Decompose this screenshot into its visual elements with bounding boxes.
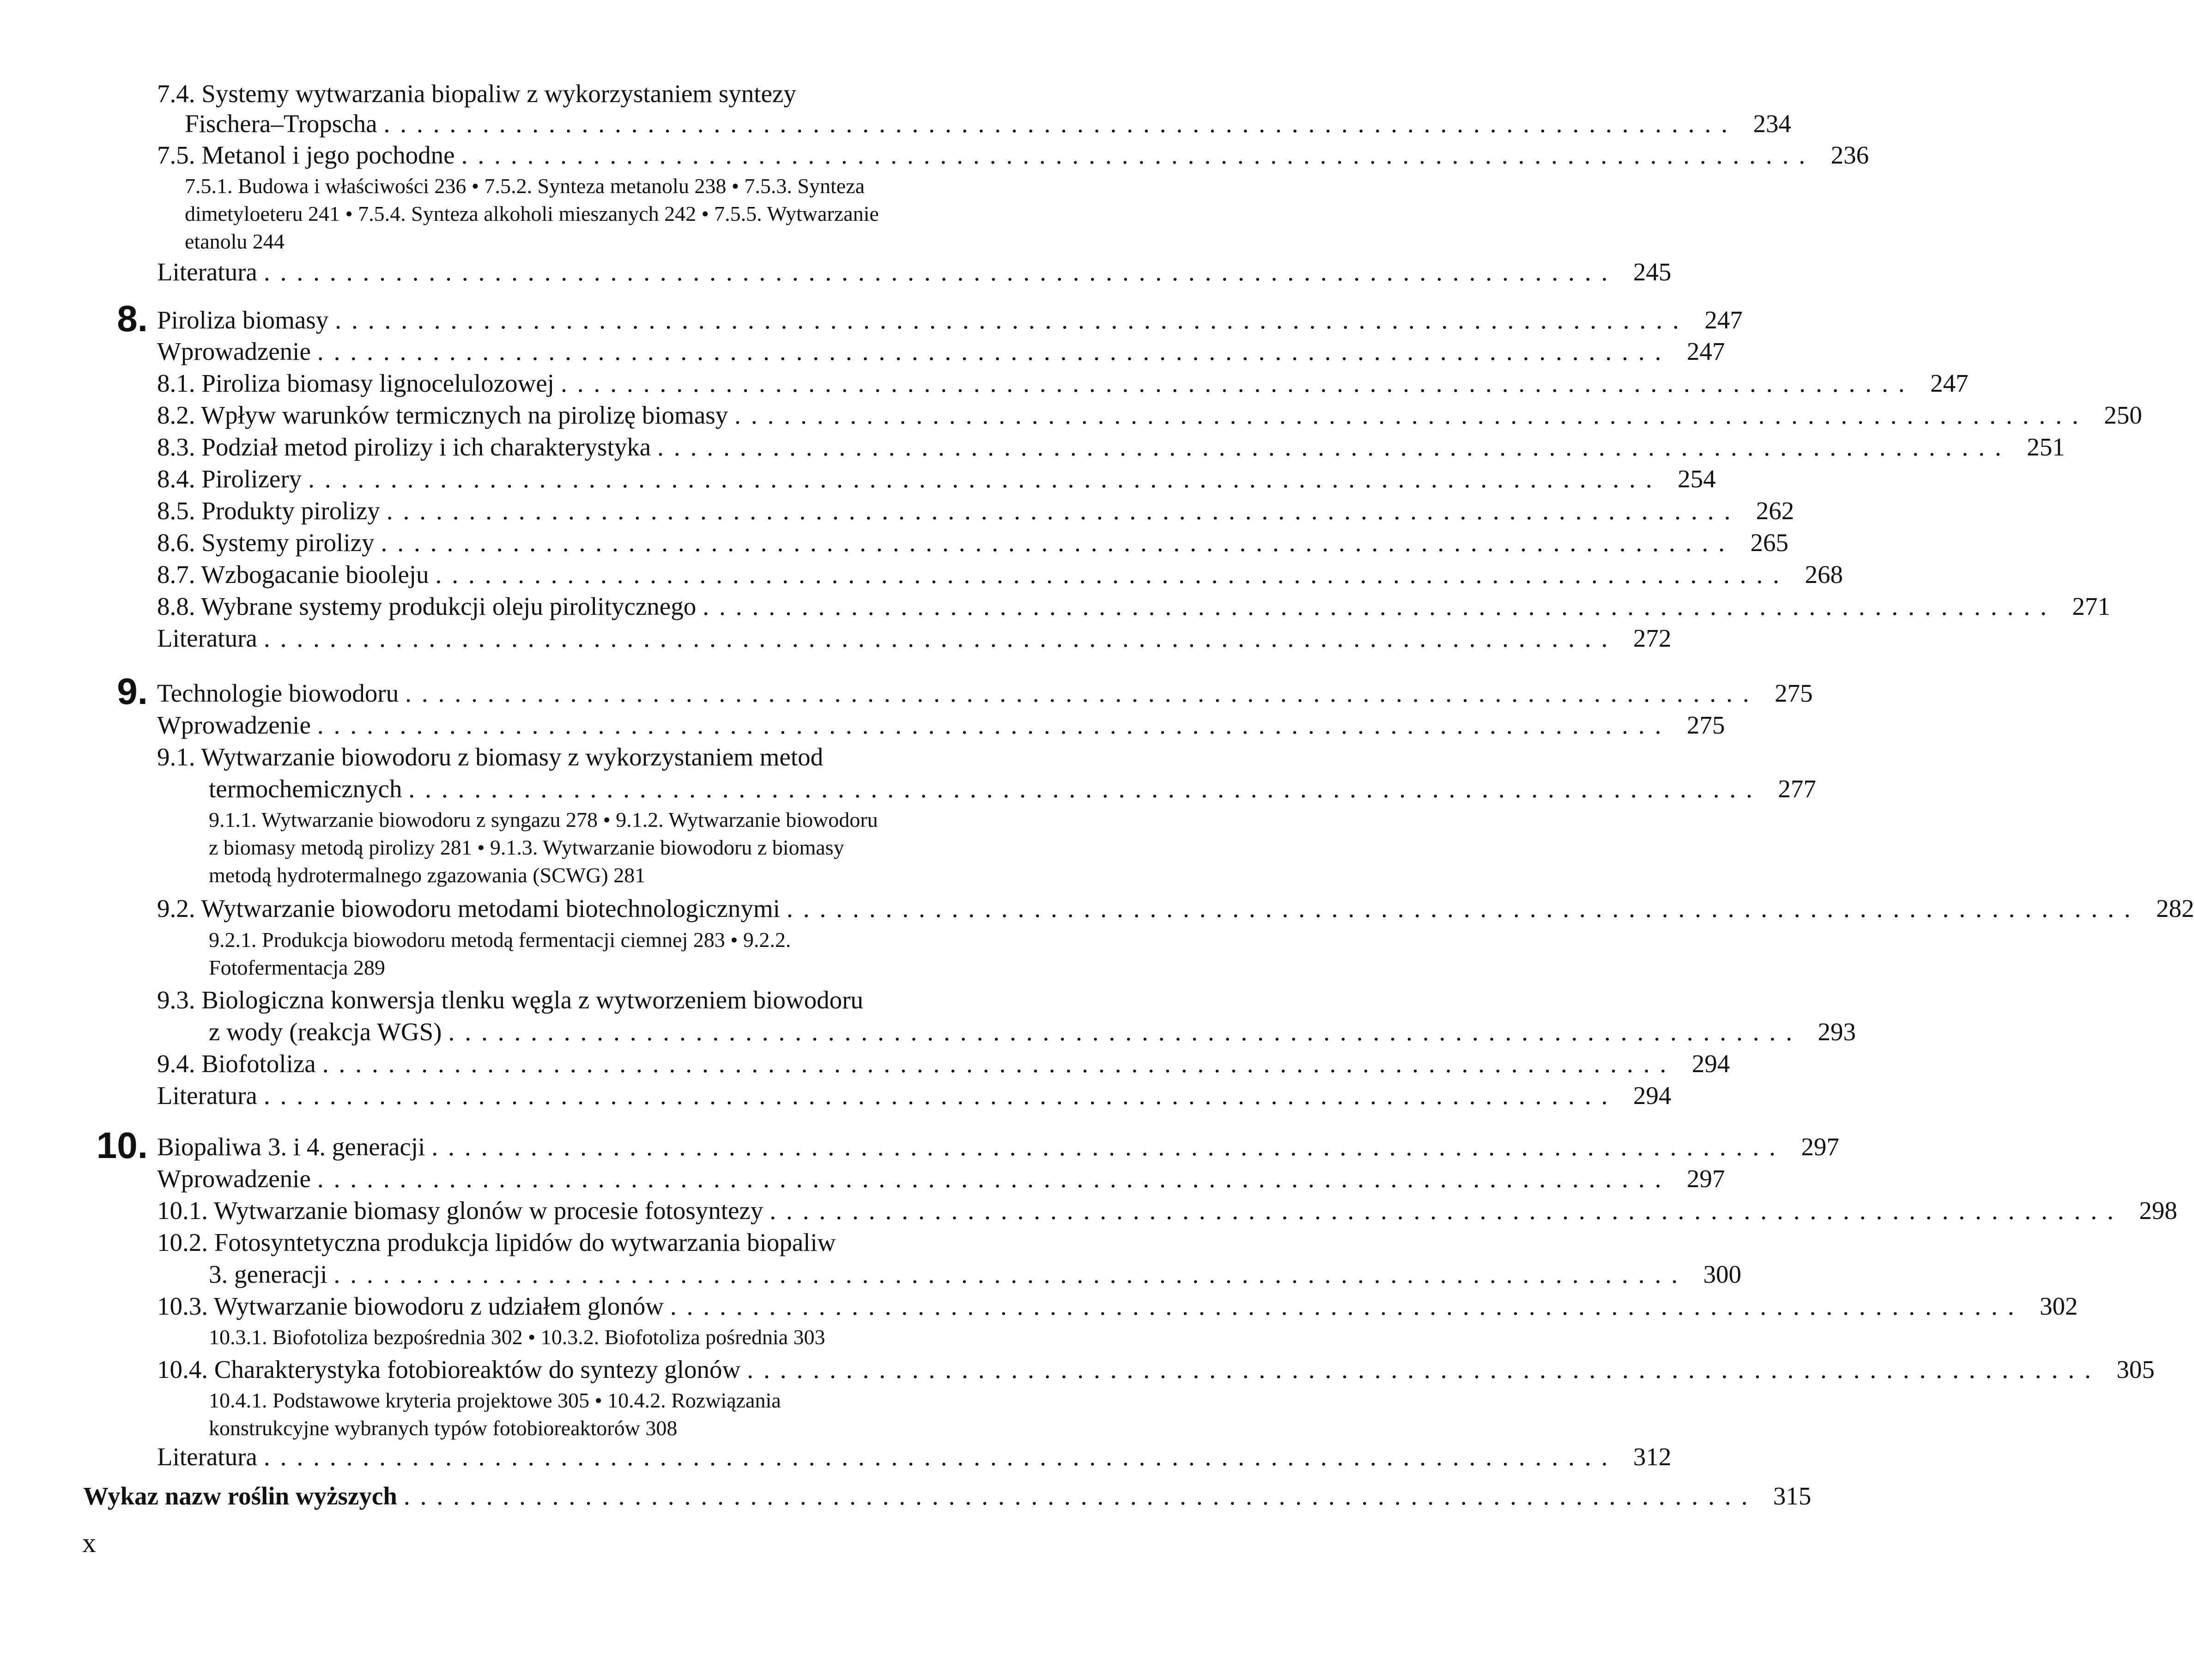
page-number: 275	[1686, 711, 1725, 739]
leader-dots: ..................................................................................	[703, 592, 2057, 620]
toc-entry-wprowadzenie-10[interactable]: Wprowadzenie .................................................................................. 297	[157, 1164, 1049, 1194]
toc-entry-9-1-line1: 9.1. Wytwarzanie biowodoru z biomasy z wykorzystaniem metod	[157, 743, 824, 771]
leader-dots: ..................................................................................	[335, 306, 1689, 334]
leader-dots: ..................................................................................	[431, 1133, 1786, 1161]
subsection-list: 9.2.1. Produkcja biowodoru metodą fermentacji ciemnej 283 • 9.2.2.	[209, 928, 791, 952]
toc-entry-index[interactable]: Wykaz nazw roślin wyższych .................................................................................. 315	[83, 1481, 1049, 1511]
page-number: 312	[1633, 1443, 1672, 1471]
toc-entry-10-2-line1: 10.2. Fotosyntetyczna produkcja lipidów do wytwarzania biopaliw	[157, 1228, 836, 1256]
subsection-list: 10.4.1. Podstawowe kryteria projektowe 305 • 10.4.2. Rozwiązania	[209, 1389, 781, 1412]
subsection-list: 10.3.1. Biofotoliza bezpośrednia 302 • 10.3.2. Biofotoliza pośrednia 303	[209, 1325, 825, 1349]
page-folio: x	[82, 1528, 96, 1558]
leader-dots: ..................................................................................	[308, 465, 1662, 493]
toc-entry-8-3[interactable]: 8.3. Podział metod pirolizy i ich charakterystyka .................................................................................. 251	[157, 432, 1049, 462]
toc-entry-7-5[interactable]: 7.5. Metanol i jego pochodne .................................................................................. 236	[157, 140, 1049, 170]
toc-entry-literatura-10[interactable]: Literatura .................................................................................. 312	[157, 1442, 1049, 1472]
toc-entry-9-1[interactable]: termochemicznych .................................................................................. 277	[209, 774, 1049, 804]
leader-dots: ..................................................................................	[657, 433, 2012, 461]
subsection-list: 9.1.1. Wytwarzanie biowodoru z syngazu 278 • 9.1.2. Wytwarzanie biowodoru	[209, 808, 878, 831]
page-number: 293	[1818, 1018, 1856, 1046]
toc-entry-10-2[interactable]: 3. generacji .................................................................................. 300	[209, 1259, 1049, 1290]
leader-dots: ..................................................................................	[317, 337, 1672, 365]
subsection-list: 7.5.1. Budowa i właściwości 236 • 7.5.2. Synteza metanolu 238 • 7.5.3. Synteza	[185, 174, 865, 198]
chapter-number-9: 9.	[117, 671, 148, 712]
subsection-list: z biomasy metodą pirolizy 281 • 9.1.3. Wytwarzanie biowodoru z biomasy	[209, 836, 844, 859]
subsection-list: dimetyloeteru 241 • 7.5.4. Synteza alkoholi mieszanych 242 • 7.5.5. Wytwarzanie	[185, 202, 879, 225]
page-number: 236	[1830, 141, 1869, 169]
subsection-list: konstrukcyjne wybranych typów fotobioreaktorów 308	[209, 1416, 678, 1440]
page-number: 254	[1678, 465, 1716, 493]
leader-dots: ..................................................................................	[383, 109, 1738, 138]
leader-dots: ..................................................................................	[435, 560, 1790, 588]
leader-dots: ..................................................................................	[381, 528, 1735, 557]
leader-dots: ..................................................................................	[263, 258, 1618, 286]
page-number: 277	[1778, 775, 1816, 803]
toc-entry-literatura-7[interactable]: Literatura .................................................................................. 245	[157, 257, 1049, 287]
page-number: 282	[2156, 894, 2194, 922]
toc-entry-9-3[interactable]: z wody (reakcja WGS) .................................................................................. 293	[209, 1017, 1049, 1047]
page-number: 302	[2039, 1292, 2078, 1320]
toc-entry-literatura-9[interactable]: Literatura .................................................................................. 294	[157, 1080, 1049, 1111]
page-number: 268	[1805, 560, 1843, 588]
toc-entry-chapter-9[interactable]: Technologie biowodoru .................................................................................. 275	[157, 678, 1049, 709]
leader-dots: ..................................................................................	[747, 1355, 2101, 1383]
page-number: 275	[1775, 679, 1813, 707]
toc-entry-8-4[interactable]: 8.4. Pirolizery .................................................................................. 254	[157, 464, 1049, 494]
page-number: 294	[1633, 1081, 1672, 1110]
page-number: 298	[2139, 1196, 2177, 1225]
leader-dots: ..................................................................................	[786, 894, 2141, 922]
page-number: 297	[1686, 1164, 1725, 1193]
leader-dots: ..................................................................................	[333, 1260, 1688, 1288]
leader-dots: ..................................................................................	[403, 1482, 1758, 1510]
toc-entry-9-3-line1: 9.3. Biologiczna konwersja tlenku węgla z wytworzeniem biowodoru	[157, 986, 863, 1014]
toc-entry-8-6[interactable]: 8.6. Systemy pirolizy .................................................................................. 265	[157, 528, 1049, 558]
page-number: 262	[1756, 497, 1794, 525]
page-number: 234	[1753, 109, 1792, 138]
leader-dots: ..................................................................................	[770, 1196, 2124, 1225]
toc-entry-wprowadzenie-9[interactable]: Wprowadzenie .................................................................................. 275	[157, 710, 1049, 740]
toc-entry-wprowadzenie-8[interactable]: Wprowadzenie .................................................................................. 247	[157, 336, 1049, 367]
leader-dots: ..................................................................................	[734, 401, 2089, 429]
toc-entry-10-4[interactable]: 10.4. Charakterystyka fotobioreaktów do syntezy glonów .................................................................................. 305	[157, 1354, 1049, 1385]
toc-entry-8-5[interactable]: 8.5. Produkty pirolizy .................................................................................. 262	[157, 496, 1049, 526]
page-number: 305	[2116, 1355, 2155, 1383]
page-number: 247	[1704, 306, 1743, 334]
subsection-list: Fotofermentacja 289	[209, 956, 385, 979]
toc-entry-chapter-10[interactable]: Biopaliwa 3. i 4. generacji .................................................................................. 297	[157, 1132, 1049, 1162]
page-number: 315	[1773, 1482, 1812, 1510]
chapter-number-8: 8.	[117, 298, 148, 339]
toc-entry-chapter-8[interactable]: Piroliza biomasy .................................................................................. 247	[157, 305, 1049, 335]
leader-dots: ..................................................................................	[405, 679, 1759, 707]
leader-dots: ..................................................................................	[386, 497, 1741, 525]
subsection-list: metodą hydrotermalnego zgazowania (SCWG) 281	[209, 863, 646, 887]
toc-entry-10-1[interactable]: 10.1. Wytwarzanie biomasy glonów w procesie fotosyntezy .................................................................................. 298	[157, 1195, 1049, 1226]
page-number: 297	[1801, 1133, 1839, 1161]
page-number: 300	[1703, 1260, 1742, 1288]
page-number: 251	[2027, 433, 2065, 461]
page-number: 250	[2104, 401, 2142, 429]
leader-dots: ..................................................................................	[670, 1292, 2024, 1320]
leader-dots: ..................................................................................	[448, 1018, 1802, 1046]
toc-entry-7-4-line1: 7.4. Systemy wytwarzania biopaliw z wykorzystaniem syntezy	[157, 79, 796, 108]
toc-entry-8-1[interactable]: 8.1. Piroliza biomasy lignocelulozowej .................................................................................. 247	[157, 368, 1049, 399]
leader-dots: ..................................................................................	[263, 624, 1618, 652]
toc-entry-10-3[interactable]: 10.3. Wytwarzanie biowodoru z udziałem glonów .................................................................................. 302	[157, 1291, 1049, 1322]
toc-entry-9-4[interactable]: 9.4. Biofotoliza .................................................................................. 294	[157, 1049, 1049, 1079]
subsection-list: etanolu 244	[185, 230, 285, 253]
page-number: 265	[1750, 528, 1789, 557]
leader-dots: ..................................................................................	[461, 141, 1816, 169]
page-number: 247	[1930, 369, 1969, 397]
page-number: 271	[2072, 592, 2110, 620]
leader-dots: ..................................................................................	[408, 775, 1763, 803]
toc-entry-8-2[interactable]: 8.2. Wpływ warunków termicznych na pirolizę biomasy .................................................................................. 250	[157, 400, 1049, 431]
leader-dots: ..................................................................................	[322, 1049, 1677, 1078]
leader-dots: ..................................................................................	[263, 1081, 1618, 1110]
toc-entry-7-4[interactable]: Fischera–Tropscha .................................................................................. 234	[185, 109, 1049, 139]
page-number: 272	[1633, 624, 1672, 652]
toc-entry-8-8[interactable]: 8.8. Wybrane systemy produkcji oleju pirolitycznego .................................................................................. 271	[157, 591, 1049, 622]
leader-dots: ..................................................................................	[317, 711, 1672, 739]
page-number: 245	[1633, 258, 1672, 286]
leader-dots: ..................................................................................	[263, 1443, 1618, 1471]
page-number: 294	[1691, 1049, 1730, 1078]
page-number: 247	[1686, 337, 1725, 365]
toc-entry-8-7[interactable]: 8.7. Wzbogacanie biooleju .................................................................................. 268	[157, 559, 1049, 590]
toc-entry-9-2[interactable]: 9.2. Wytwarzanie biowodoru metodami biotechnologicznymi .................................................................................. 282	[157, 893, 1049, 924]
toc-entry-literatura-8[interactable]: Literatura .................................................................................. 272	[157, 623, 1049, 654]
leader-dots: ..................................................................................	[560, 369, 1915, 397]
leader-dots: ..................................................................................	[317, 1164, 1672, 1193]
chapter-number-10: 10.	[96, 1125, 148, 1166]
